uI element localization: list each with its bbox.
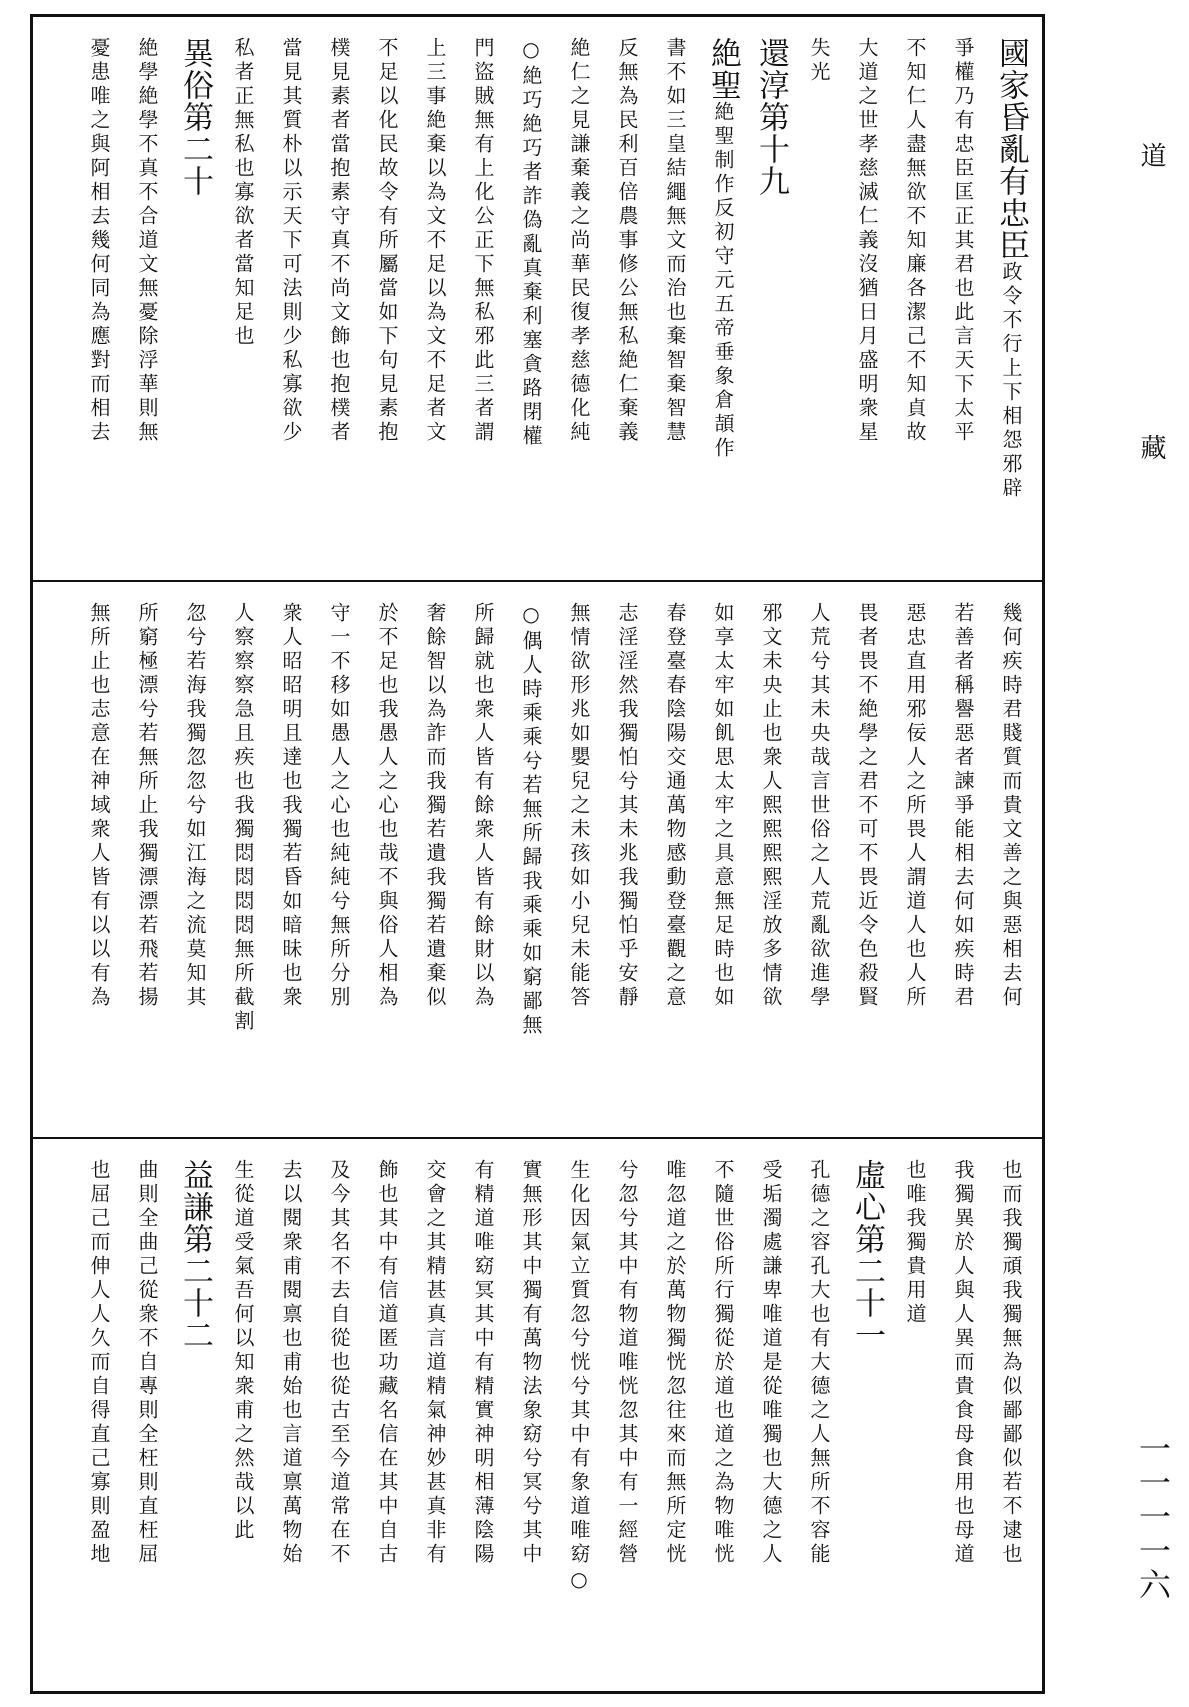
commentary-text: 守一不移如愚人之心也純純兮無所分別 <box>327 602 351 1010</box>
text-column <box>993 37 1029 501</box>
text-column <box>323 602 354 1010</box>
text-column <box>563 602 594 1010</box>
text-column <box>849 1159 885 1351</box>
main-text: 益謙第二十二 <box>177 1159 213 1351</box>
commentary-text: 無所止也志意在神域衆人皆有以以有為 <box>87 602 111 1010</box>
commentary-text: 也而我獨頑我獨無為似鄙鄙似若不逮也 <box>999 1159 1023 1567</box>
text-column <box>323 1159 354 1567</box>
text-column <box>899 37 930 445</box>
text-column <box>179 602 210 1010</box>
main-text: 虛心第二十一 <box>849 1159 885 1351</box>
text-column <box>753 37 789 197</box>
commentary-text: 於不足也我愚人之心也哉不與俗人相為 <box>375 602 399 1010</box>
text-column <box>803 1159 834 1567</box>
commentary-text: 孔德之容孔大也有大德之人無所不容能 <box>807 1159 831 1567</box>
text-column <box>947 1159 978 1567</box>
commentary-text: 志淫淫然我獨怕兮其未兆我獨怕乎安靜 <box>615 602 639 1010</box>
text-column <box>705 37 741 461</box>
commentary-text: 書不如三皇結繩無文而治也棄智棄智慧 <box>663 37 687 445</box>
text-column <box>851 602 882 1010</box>
main-text: 還淳第十九 <box>753 37 789 197</box>
text-column <box>515 602 546 1038</box>
text-column <box>371 1159 402 1567</box>
commentary-text: 衆人昭昭明且達也我獨若昏如暗昧也衆 <box>279 602 303 1010</box>
main-text: 異俗第二十 <box>177 37 213 197</box>
commentary-text: 幾何疾時君賤質而貴文善之與惡相去何 <box>999 602 1023 1010</box>
text-column <box>995 1159 1026 1567</box>
page-frame <box>30 14 1045 1694</box>
commentary-text: 憂患唯之與阿相去幾何同為應對而相去 <box>87 37 111 445</box>
margin-title: 道 藏 <box>1136 142 1166 580</box>
text-column <box>659 37 690 445</box>
page-number: 一一一一六 <box>1134 1432 1172 1602</box>
commentary-text: 所窮極漂兮若無所止我獨漂漂若飛若揚 <box>135 602 159 1010</box>
commentary-text: 人察察察急且疾也我獨悶悶悶悶無所截割 <box>231 602 255 1034</box>
text-column <box>227 37 258 349</box>
text-column <box>611 1159 642 1567</box>
text-column <box>83 602 114 1010</box>
commentary-text: 若善者稱譽惡者諫爭能相去何如疾時君 <box>951 602 975 1010</box>
main-text: 國家昏亂有忠臣 <box>993 37 1029 261</box>
commentary-text: ○絶巧絶巧者詐偽亂真棄利塞貪路閉權 <box>519 37 543 449</box>
text-column <box>323 37 354 445</box>
commentary-text: 不知仁人盡無欲不知廉各潔己不知貞故 <box>903 37 927 445</box>
commentary-text: 我獨異於人與人異而貴食母食用也母道 <box>951 1159 975 1567</box>
commentary-text: 絶聖制作反初守元五帝垂象倉頡作 <box>711 101 735 461</box>
commentary-text: 不足以化民故令有所屬當如下句見素抱 <box>375 37 399 445</box>
text-panel-bottom <box>33 1139 1042 1691</box>
commentary-text: 及今其名不去自從也從古至今道常在不 <box>327 1159 351 1567</box>
commentary-text: 政令不行上下相怨邪辟 <box>999 261 1023 501</box>
text-column <box>659 1159 690 1567</box>
text-column <box>467 1159 498 1567</box>
commentary-text: 絶學絶學不真不合道文無憂除浮華則無 <box>135 37 159 445</box>
commentary-text: 忽兮若海我獨忽忽兮如江海之流莫知其 <box>183 602 207 1010</box>
commentary-text: 人荒兮其未央哉言世俗之人荒亂欲進學 <box>807 602 831 1010</box>
text-column <box>371 602 402 1010</box>
text-column <box>707 1159 738 1567</box>
commentary-text: 畏者畏不絶學之君不可不畏近令色殺賢 <box>855 602 879 1010</box>
commentary-text: 曲則全曲己從衆不自專則全枉則直枉屈 <box>135 1159 159 1567</box>
text-column <box>467 602 498 1010</box>
commentary-text: 也屈己而伸人人久而自得直己寡則盈地 <box>87 1159 111 1567</box>
text-column <box>131 602 162 1010</box>
text-column <box>947 602 978 1010</box>
text-column <box>275 1159 306 1567</box>
commentary-text: 無情欲形兆如嬰兒之未孩如小兒未能答 <box>567 602 591 1010</box>
text-column <box>131 1159 162 1567</box>
text-column <box>227 1159 258 1543</box>
commentary-text: 有精道唯窈冥其中有精實神明相薄陰陽 <box>471 1159 495 1567</box>
commentary-text: 反無為民利百倍農事修公無私絶仁棄義 <box>615 37 639 445</box>
text-column <box>83 37 114 445</box>
text-column <box>275 602 306 1010</box>
commentary-text: 上三事絶棄以為文不足以為文不足者文 <box>423 37 447 445</box>
text-panel-top <box>33 17 1042 582</box>
commentary-text: 受垢濁處謙卑唯道是從唯獨也大德之人 <box>759 1159 783 1567</box>
commentary-text: 奢餘智以為詐而我獨若遺我獨若遺棄似 <box>423 602 447 1010</box>
text-column <box>83 1159 114 1567</box>
commentary-text: 如享太牢如飢思太牢之具意無足時也如 <box>711 602 735 1010</box>
text-column <box>227 602 258 1034</box>
text-column <box>755 602 786 1010</box>
text-column <box>371 37 402 445</box>
commentary-text: 所歸就也衆人皆有餘衆人皆有餘財以為 <box>471 602 495 1010</box>
text-panel-middle <box>33 582 1042 1139</box>
commentary-text: 不隨世俗所行獨從於道也道之為物唯恍 <box>711 1159 735 1567</box>
text-column <box>899 1159 930 1327</box>
text-column <box>131 37 162 445</box>
text-column <box>419 1159 450 1567</box>
text-column <box>755 1159 786 1567</box>
commentary-text: 當見其質朴以示天下可法則少私寡欲少 <box>279 37 303 445</box>
commentary-text: 飾也其中有信道匿功藏名信在其中自古 <box>375 1159 399 1567</box>
commentary-text: 樸見素者當抱素守真不尚文飾也抱樸者 <box>327 37 351 445</box>
text-column <box>515 1159 546 1567</box>
text-column <box>177 1159 213 1351</box>
commentary-text: 惡忠直用邪佞人之所畏人謂道人也人所 <box>903 602 927 1010</box>
text-column <box>611 602 642 1010</box>
commentary-text: 絶仁之見謙棄義之尚華民復孝慈德化純 <box>567 37 591 445</box>
commentary-text: 去以閱衆甫閱禀也甫始也言道禀萬物始 <box>279 1159 303 1567</box>
commentary-text: 春登臺春陰陽交通萬物感動登臺觀之意 <box>663 602 687 1010</box>
commentary-text: ○偶人時乘乘兮若無所歸我乘乘如窮鄙無 <box>519 602 543 1038</box>
text-column <box>419 37 450 445</box>
text-column <box>515 37 546 449</box>
commentary-text: 生化因氣立質忽兮恍兮其中有象道唯窈○ <box>567 1159 591 1595</box>
text-column <box>851 37 882 445</box>
text-column <box>947 37 978 445</box>
commentary-text: 也唯我獨貴用道 <box>903 1159 927 1327</box>
text-column <box>419 602 450 1010</box>
text-column <box>563 37 594 445</box>
commentary-text: 實無形其中獨有萬物法象窈兮冥兮其中 <box>519 1159 543 1567</box>
text-column <box>803 37 834 85</box>
text-column <box>275 37 306 445</box>
text-column <box>659 602 690 1010</box>
text-column <box>995 602 1026 1010</box>
commentary-text: 邪文未央止也衆人熙熙熙熙淫放多情欲 <box>759 602 783 1010</box>
commentary-text: 生從道受氣吾何以知衆甫之然哉以此 <box>231 1159 255 1543</box>
text-column <box>803 602 834 1010</box>
text-column <box>177 37 213 197</box>
commentary-text: 大道之世孝慈滅仁義沒猶日月盛明衆星 <box>855 37 879 445</box>
text-column <box>707 602 738 1010</box>
text-column <box>467 37 498 445</box>
commentary-text: 門盜賊無有上化公正下無私邪此三者謂 <box>471 37 495 445</box>
commentary-text: 失光 <box>807 37 831 85</box>
text-column <box>611 37 642 445</box>
text-column <box>899 602 930 1010</box>
commentary-text: 私者正無私也寡欲者當知足也 <box>231 37 255 349</box>
commentary-text: 唯忽道之於萬物獨恍忽往來而無所定恍 <box>663 1159 687 1567</box>
main-text: 絶聖 <box>705 37 741 101</box>
commentary-text: 爭權乃有忠臣匡正其君也此言天下太平 <box>951 37 975 445</box>
commentary-text: 交會之其精甚真言道精氣神妙甚真非有 <box>423 1159 447 1567</box>
text-column <box>563 1159 594 1595</box>
commentary-text: 兮忽兮其中有物道唯恍忽其中有一經營 <box>615 1159 639 1567</box>
